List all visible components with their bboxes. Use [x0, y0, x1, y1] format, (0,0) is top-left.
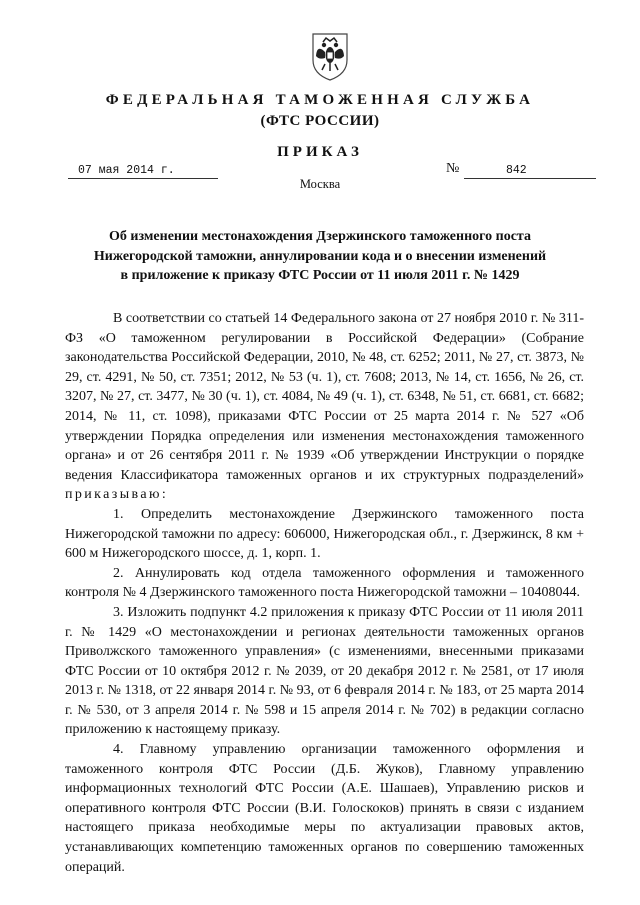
- document-subject: [60, 227, 580, 286]
- organization-abbreviation: (ФТС РОССИИ): [260, 113, 380, 129]
- subject-line: Об изменении местонахождения Дзержинского таможенного поста: [109, 229, 531, 244]
- order-item-1: 1. Определить местонахождение Дзержинского таможенного поста Нижегородской таможни по адресу: 606000, Нижегородская обл., г. Дзержинск, 8 км + 600 м Нижегородского шоссе, д. 1, корп. 1.: [65, 506, 584, 562]
- order-word: приказываю:: [65, 487, 169, 503]
- document-body: [65, 309, 584, 877]
- order-item-4: 4. Главному управлению организации таможенного оформления и таможенного контроля ФТС России (Д.Б. Жуков), Главному управлению информационных технологий ФТС России (А.Е. Шашаев), Управлению рисков и оперативного контроля ФТС России (В.И. Голоскоков) принять в связи с изданием настоящего приказа необходимые меры по актуализации правовых актов, устанавливающих компетенцию таможенных органов по совершению таможенных операций.: [65, 742, 584, 875]
- number-label: №: [446, 161, 460, 176]
- preamble-text: В соответствии со статьей 14 Федерального закона от 27 ноября 2010 г. № 311-ФЗ «О таможенном регулировании в Российской Федерации» (Собрание законодательства Российской Федерации, 2010, № 48, ст. 6252; 2011, № 27, ст. 3873, № 29, ст. 4291, № 50, ст. 7351; 2012, № 53 (ч. 1), ст. 7608; 2013, № 14, ст. 1656, № 26, ст. 3207, № 27, ст. 3477, № 30 (ч. 1), ст. 4084, № 49 (ч. 1), ст. 6348, № 51, ст. 6681, ст. 6682; 2014, № 11, ст. 1098), приказами ФТС России от 25 марта 2014 г. № 527 «Об утверждении Порядка определения или изменения местонахождения таможенного органа» и от 26 сентября 2011 г. № 1939 «Об утверждении Инструкции о порядке ведения Классификатора таможенных органов и их структурных подразделений»: [65, 311, 584, 483]
- order-item-3: 3. Изложить подпункт 4.2 приложения к приказу ФТС России от 11 июля 2011 г. № 1429 «О местонахождении и регионах деятельности таможенных органов Приволжского таможенного управления» (с изменениями, внесенными приказами ФТС России от 10 октября 2012 г. № 2039, от 20 декабря 2012 г. № 2581, от 17 июля 2013 г. № 1318, от 22 января 2014 г. № 93, от 6 февраля 2014 г. № 183, от 25 марта 2014 г. № 530, от 3 апреля 2014 г. № 598 и 15 апреля 2014 г. № 702) в редакции согласно приложению к настоящему приказу.: [65, 604, 584, 738]
- order-date: 07 мая 2014 г.: [78, 164, 175, 177]
- preamble-paragraph: [65, 309, 584, 505]
- organization-name: ФЕДЕРАЛЬНАЯ ТАМОЖЕННАЯ СЛУЖБА: [105, 92, 535, 108]
- order-item-2: 2. Аннулировать код отдела таможенного оформления и таможенного контроля № 4 Дзержинского таможенного поста Нижегородской таможни – 10408044.: [65, 565, 584, 601]
- document-type-title: ПРИКАЗ: [277, 144, 363, 160]
- subject-line: Нижегородской таможни, аннулировании кода и о внесении изменений: [93, 248, 547, 264]
- coat-of-arms-icon: [307, 30, 353, 82]
- subject-line: в приложение к приказу ФТС России от 11 июля 2011 г. № 1429: [120, 268, 520, 283]
- city: Москва: [299, 177, 341, 191]
- order-number: 842: [506, 164, 527, 177]
